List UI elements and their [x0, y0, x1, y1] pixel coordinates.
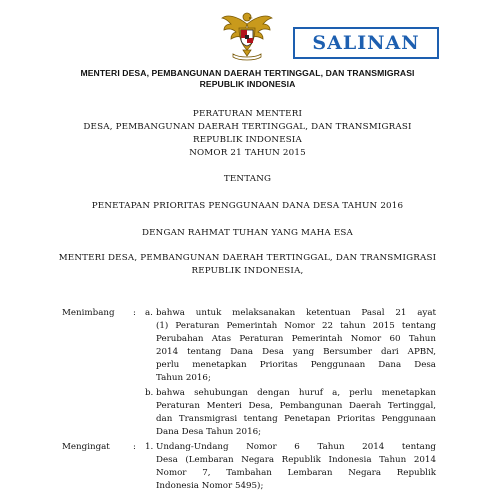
menimbang-b-line: dan Transmigrasi tentang Penetapan Prioritas Penggunaan: [156, 414, 436, 424]
menimbang-b-line: bahwa sehubungan dengan huruf a, perlu menetapkan: [156, 388, 436, 398]
menimbang-a-line: Perubahan Atas Peraturan Pemerintah Nomor 60 Tahun: [156, 334, 436, 344]
mengingat-1-line: Undang-Undang Nomor 6 Tahun 2014 tentang: [156, 442, 436, 452]
title-line1: PERATURAN MENTERI: [192, 109, 303, 119]
menimbang-a-line: 2014 tentang Dana Desa yang Bersumber dari APBN,: [156, 347, 436, 357]
ministry-header-line2: REPUBLIK INDONESIA: [199, 79, 296, 89]
garuda-pancasila-emblem-icon: [219, 6, 275, 62]
menimbang-marker-a: a.: [145, 308, 153, 318]
ministry-header: [40, 68, 455, 90]
mengingat-marker-1: 1.: [145, 442, 154, 452]
menimbang-marker-b: b.: [145, 388, 154, 398]
mengingat-1-line: Desa (Lembaran Negara Republik Indonesia Tahun 2014: [156, 455, 436, 465]
menimbang-a-line: bahwa untuk melaksanakan ketentuan Pasal 21 ayat: [156, 308, 436, 318]
mengingat-1-line: Nomor 7, Tambahan Lembaran Negara Republik: [156, 468, 436, 478]
regulation-subject: PENETAPAN PRIORITAS PENGGUNAAN DANA DESA TAHUN 2016: [91, 201, 404, 211]
blessing-line: DENGAN RAHMAT TUHAN YANG MAHA ESA: [141, 228, 354, 238]
menimbang-b-line: Peraturan Menteri Desa, Pembangunan Daerah Tertinggal,: [156, 401, 436, 411]
title-line2: DESA, PEMBANGUNAN DAERAH TERTINGGAL, DAN TRANSMIGRASI: [83, 122, 412, 132]
title-line3: REPUBLIK INDONESIA: [192, 135, 303, 145]
stamp-text: SALINAN: [312, 32, 420, 54]
menimbang-colon: :: [133, 308, 136, 318]
salinan-stamp: [293, 27, 439, 59]
mengingat-1-line: Indonesia Nomor 5495);: [156, 481, 264, 491]
menimbang-a-line: (1) Peraturan Pemerintah Nomor 22 tahun 2015 tentang: [156, 321, 436, 331]
issuer-line2: REPUBLIK INDONESIA,: [191, 266, 304, 276]
menimbang-b-line: Dana Desa Tahun 2016;: [156, 427, 262, 437]
mengingat-colon: :: [133, 442, 136, 452]
menimbang-a-line: Tahun 2016;: [156, 373, 211, 383]
menimbang-a-line: perlu menetapkan Prioritas Penggunaan Dana Desa: [156, 360, 436, 370]
mengingat-label: Mengingat: [62, 442, 110, 452]
title-line4: NOMOR 21 TAHUN 2015: [189, 148, 306, 158]
tentang-heading: TENTANG: [223, 174, 272, 184]
ministry-header-line1: MENTERI DESA, PEMBANGUNAN DAERAH TERTINGGAL, DAN TRANSMIGRASI: [80, 68, 415, 78]
issuer-line1: MENTERI DESA, PEMBANGUNAN DAERAH TERTINGGAL, DAN TRANSMIGRASI: [58, 253, 437, 263]
menimbang-label: Menimbang: [62, 308, 115, 318]
